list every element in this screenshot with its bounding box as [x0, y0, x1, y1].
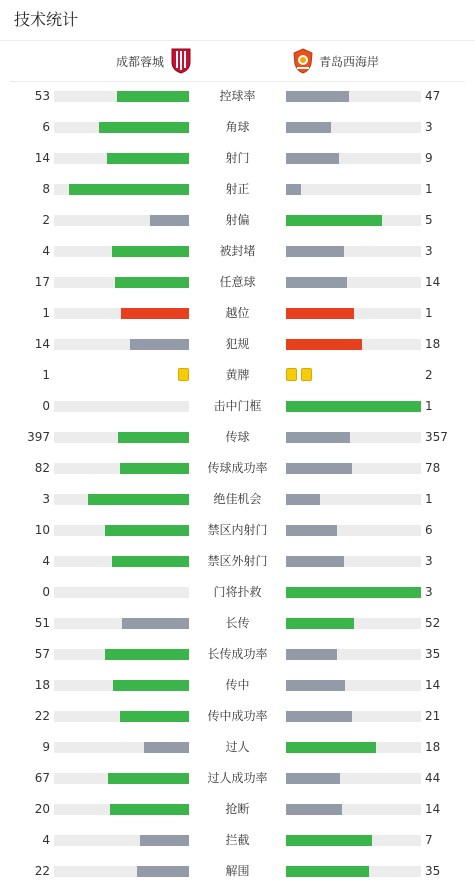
away-bar-track [286, 463, 421, 474]
away-bar [286, 866, 369, 877]
away-bar-track [286, 308, 421, 319]
stat-row [0, 453, 475, 484]
away-bar-track [286, 339, 421, 350]
away-bar [286, 401, 421, 412]
stat-row [0, 391, 475, 422]
away-bar-track [286, 277, 421, 288]
home-bar [144, 742, 189, 753]
away-value: 3 [425, 585, 433, 599]
away-bar-track [286, 525, 421, 536]
stat-label: 门将扑救 [213, 585, 262, 599]
home-bar-track [54, 618, 189, 629]
away-bar [286, 184, 301, 195]
away-value: 1 [425, 492, 433, 506]
home-bar-track [54, 866, 189, 877]
away-bar [286, 277, 347, 288]
away-bar [286, 525, 337, 536]
away-bar-track [286, 866, 421, 877]
home-value: 22 [34, 709, 50, 723]
stat-row [0, 174, 475, 205]
stat-row [0, 670, 475, 701]
stat-row [0, 577, 475, 608]
home-bar [120, 463, 189, 474]
home-bar [122, 618, 189, 629]
stat-row [0, 360, 475, 391]
away-bar-track [286, 91, 421, 102]
home-bar [112, 556, 189, 567]
home-bar [69, 184, 189, 195]
yellow-card-icon [286, 368, 297, 381]
stat-label: 黄牌 [225, 368, 250, 382]
stat-row [0, 639, 475, 670]
away-bar [286, 649, 337, 660]
stat-label: 射正 [225, 182, 250, 196]
away-value: 2 [425, 368, 433, 382]
teams-header [10, 41, 465, 82]
home-bar [88, 494, 189, 505]
stat-label: 传球 [225, 430, 250, 444]
away-bar-track [286, 835, 421, 846]
home-value: 1 [42, 306, 50, 320]
home-bar-track [54, 649, 189, 660]
stat-label: 传中成功率 [207, 709, 268, 723]
away-value: 14 [425, 275, 441, 289]
home-bar-track [54, 711, 189, 722]
home-value: 10 [34, 523, 50, 537]
stat-row [0, 205, 475, 236]
home-bar [107, 153, 189, 164]
away-value: 44 [425, 771, 441, 785]
stat-row [0, 515, 475, 546]
home-bar [137, 866, 189, 877]
away-bar [286, 680, 345, 691]
home-bar [120, 711, 189, 722]
away-bar [286, 308, 354, 319]
home-value: 53 [34, 89, 50, 103]
away-bar [286, 494, 320, 505]
home-bar [121, 308, 189, 319]
home-bar-track [54, 153, 189, 164]
away-bar [286, 618, 354, 629]
stat-row [0, 794, 475, 825]
home-bar [118, 432, 189, 443]
home-value: 3 [42, 492, 50, 506]
home-bar-track [54, 773, 189, 784]
stat-label: 任意球 [219, 275, 256, 289]
away-bar [286, 122, 331, 133]
home-value: 14 [34, 337, 50, 351]
home-bar-track [54, 494, 189, 505]
stat-row [0, 236, 475, 267]
stat-label: 长传成功率 [207, 647, 268, 661]
home-value: 8 [42, 182, 50, 196]
home-bar [112, 246, 189, 257]
stat-row [0, 81, 475, 112]
home-yellow-cards [178, 368, 189, 382]
home-bar-track [54, 91, 189, 102]
home-bar-track [54, 308, 189, 319]
stat-row [0, 608, 475, 639]
away-team [292, 41, 379, 81]
home-bar-track [54, 804, 189, 815]
away-bar-track [286, 122, 421, 133]
away-value: 5 [425, 213, 433, 227]
away-bar-track [286, 215, 421, 226]
away-value: 3 [425, 120, 433, 134]
away-bar [286, 432, 350, 443]
home-value: 0 [42, 399, 50, 413]
away-value: 1 [425, 182, 433, 196]
home-bar [108, 773, 189, 784]
stat-label: 射门 [225, 151, 250, 165]
yellow-card-icon [301, 368, 312, 381]
stat-label: 长传 [225, 616, 250, 630]
away-value: 18 [425, 337, 441, 351]
away-value: 35 [425, 647, 441, 661]
home-bar [113, 680, 189, 691]
away-value: 357 [425, 430, 448, 444]
home-bar-track [54, 587, 189, 598]
home-team [116, 41, 192, 81]
away-bar [286, 339, 362, 350]
stat-label: 越位 [225, 306, 250, 320]
away-bar-track [286, 246, 421, 257]
away-value: 7 [425, 833, 433, 847]
home-value: 22 [34, 864, 50, 878]
away-bar [286, 463, 352, 474]
stat-label: 禁区内射门 [207, 523, 268, 537]
stat-row [0, 701, 475, 732]
stat-row [0, 856, 475, 887]
home-bar [130, 339, 189, 350]
stat-label: 射偏 [225, 213, 250, 227]
home-bar-track [54, 246, 189, 257]
page-title: 技术统计 [0, 0, 475, 41]
home-bar-track [54, 463, 189, 474]
away-bar-track [286, 773, 421, 784]
home-bar-track [54, 401, 189, 412]
stat-row [0, 143, 475, 174]
stat-label: 击中门框 [213, 399, 262, 413]
home-bar-track [54, 277, 189, 288]
stat-label: 传中 [225, 678, 250, 692]
away-value: 78 [425, 461, 441, 475]
away-bar-track [286, 401, 421, 412]
home-bar [150, 215, 189, 226]
away-value: 47 [425, 89, 441, 103]
stats-list [0, 81, 475, 887]
away-bar [286, 711, 352, 722]
qingdao-crest-icon [292, 48, 314, 74]
away-bar [286, 773, 340, 784]
home-bar-track [54, 525, 189, 536]
stat-row [0, 484, 475, 515]
stat-row [0, 329, 475, 360]
away-bar [286, 153, 339, 164]
away-bar-track [286, 804, 421, 815]
home-bar [140, 835, 189, 846]
away-value: 35 [425, 864, 441, 878]
away-bar-track [286, 711, 421, 722]
stat-row [0, 422, 475, 453]
home-value: 67 [34, 771, 50, 785]
stat-label: 犯规 [225, 337, 250, 351]
away-bar [286, 215, 382, 226]
home-value: 20 [34, 802, 50, 816]
home-bar [110, 804, 189, 815]
home-bar-track [54, 215, 189, 226]
yellow-card-icon [178, 368, 189, 381]
home-bar-track [54, 184, 189, 195]
stat-label: 传球成功率 [207, 461, 268, 475]
stat-label: 角球 [225, 120, 250, 134]
away-value: 3 [425, 554, 433, 568]
stat-label: 拦截 [225, 833, 250, 847]
stat-label: 抢断 [225, 802, 250, 816]
away-value: 1 [425, 399, 433, 413]
stat-label: 绝佳机会 [213, 492, 262, 506]
chengdu-crest-icon [170, 48, 192, 74]
stat-label: 控球率 [219, 89, 256, 103]
stat-row [0, 546, 475, 577]
home-value: 1 [42, 368, 50, 382]
stat-row [0, 825, 475, 856]
away-bar-track [286, 680, 421, 691]
away-bar [286, 556, 344, 567]
home-value: 4 [42, 554, 50, 568]
home-bar-track [54, 339, 189, 350]
home-value: 17 [34, 275, 50, 289]
home-value: 2 [42, 213, 50, 227]
stat-row [0, 732, 475, 763]
home-value: 0 [42, 585, 50, 599]
home-team-name: 成都蓉城 [115, 54, 164, 69]
home-value: 6 [42, 120, 50, 134]
stat-label: 禁区外射门 [207, 554, 268, 568]
home-value: 9 [42, 740, 50, 754]
away-bar-track [286, 587, 421, 598]
home-value: 14 [34, 151, 50, 165]
home-bar [115, 277, 189, 288]
away-bar [286, 246, 344, 257]
away-value: 14 [425, 678, 441, 692]
away-bar-track [286, 153, 421, 164]
stat-label: 被封堵 [219, 244, 256, 258]
away-bar [286, 587, 421, 598]
away-value: 52 [425, 616, 441, 630]
home-value: 82 [34, 461, 50, 475]
away-bar [286, 804, 342, 815]
home-value: 18 [34, 678, 50, 692]
away-bar [286, 91, 349, 102]
home-value: 57 [34, 647, 50, 661]
away-bar-track [286, 494, 421, 505]
home-value: 51 [34, 616, 50, 630]
home-bar [105, 649, 189, 660]
away-bar-track [286, 432, 421, 443]
away-value: 14 [425, 802, 441, 816]
away-value: 9 [425, 151, 433, 165]
away-team-name: 青岛西海岸 [319, 54, 380, 69]
away-bar-track [286, 742, 421, 753]
away-value: 3 [425, 244, 433, 258]
home-value: 4 [42, 833, 50, 847]
away-value: 18 [425, 740, 441, 754]
away-value: 1 [425, 306, 433, 320]
home-bar-track [54, 835, 189, 846]
stat-row [0, 763, 475, 794]
away-bar-track [286, 618, 421, 629]
home-bar-track [54, 680, 189, 691]
stat-label: 过人 [225, 740, 250, 754]
stat-row [0, 267, 475, 298]
stat-row [0, 298, 475, 329]
away-bar [286, 742, 376, 753]
away-bar-track [286, 649, 421, 660]
away-yellow-cards [286, 368, 312, 382]
home-bar [99, 122, 189, 133]
away-bar-track [286, 556, 421, 567]
home-value: 4 [42, 244, 50, 258]
away-value: 6 [425, 523, 433, 537]
home-bar-track [54, 122, 189, 133]
home-bar-track [54, 432, 189, 443]
home-bar [117, 91, 189, 102]
home-value: 397 [27, 430, 50, 444]
away-bar [286, 835, 372, 846]
away-bar-track [286, 184, 421, 195]
away-value: 21 [425, 709, 441, 723]
stat-label: 解围 [225, 864, 250, 878]
home-bar-track [54, 556, 189, 567]
stat-label: 过人成功率 [207, 771, 268, 785]
stat-row [0, 112, 475, 143]
home-bar [105, 525, 189, 536]
home-bar-track [54, 742, 189, 753]
